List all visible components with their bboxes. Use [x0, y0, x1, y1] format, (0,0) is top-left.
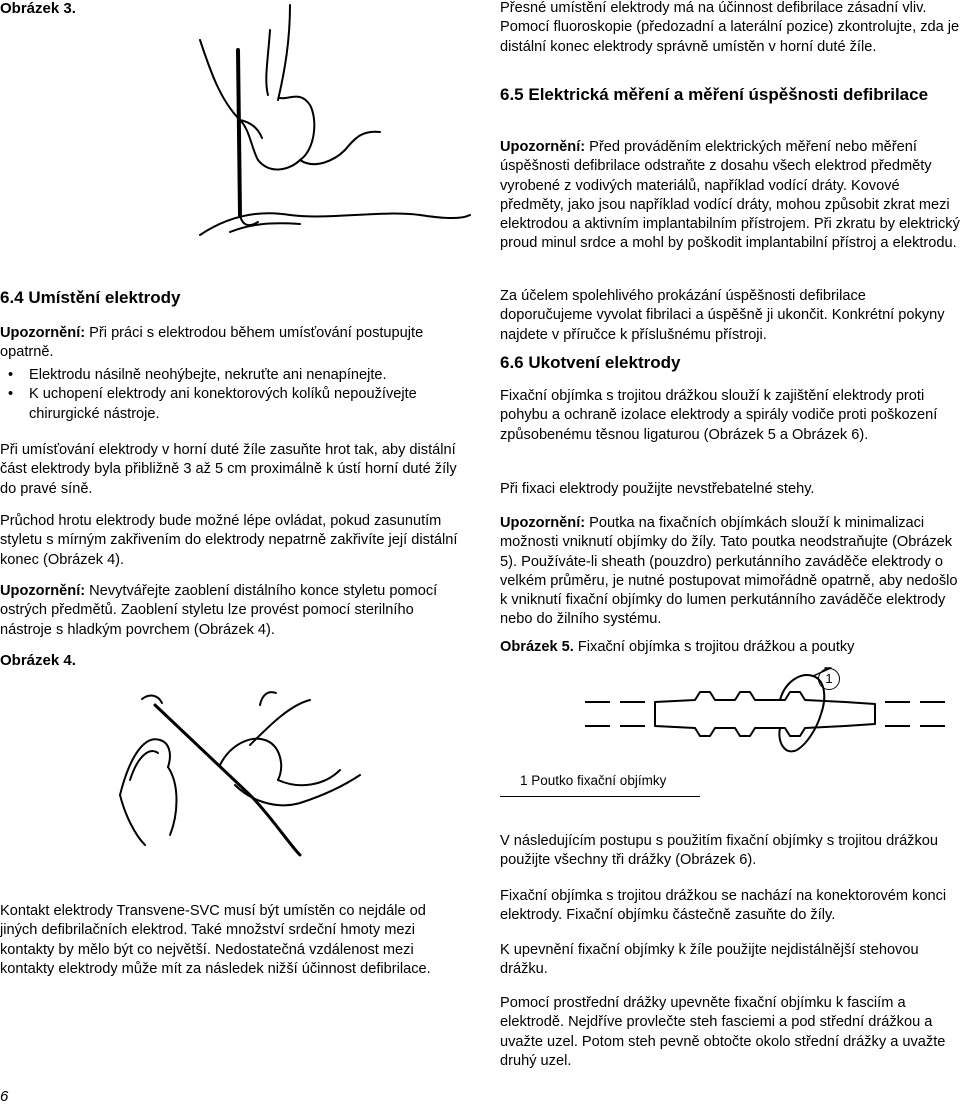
callout-1: 1 [818, 668, 840, 690]
figure-5-caption [500, 638, 960, 657]
caution-text: Poutka na fixačních objímkách slouží k minimalizaci možnosti vniknutí objímky do žíly. Tato poutka neodstraňujte (Obrázek 5). Používáte-li sheath (pouzdro) perkutánního zaváděče elektrody o velkém průměru, je nutné postupovat mimořádně opatrně, aby nedošlo k vniknutí fixační objímky do lumen perkutánního zaváděče elektrody nebo do žilního systému. [500, 515, 958, 628]
section-6-4-caution-2 [0, 582, 460, 640]
paragraph: Pomocí prostřední drážky upevněte fixační objímku k fasciím a elektrodě. Nejdříve provlečte steh fasciemi a pod střední drážkou a uvažte uzel. Potom steh pevně obtočte okolo střední drážky a uvažte druhý uzel. [500, 995, 946, 1069]
section-6-4-caution [0, 324, 460, 363]
figure-3-title: Obrázek 3. [0, 0, 76, 17]
figure-5-legend: 1 Poutko fixační objímky [520, 773, 667, 788]
section-6-6-caution [500, 514, 960, 630]
paragraph: Přesné umístění elektrody má na účinnost defibrilace zásadní vliv. Pomocí fluoroskopie (předozadní a laterální pozice) zkontrolujte, zda je distální konec elektrody správně umístěn v horní duté žíle. [500, 0, 960, 55]
paragraph: K upevnění fixační objímky k žíle použijte nejdistálnější stehovou drážku. [500, 942, 919, 978]
page-number: 6 [0, 1088, 9, 1105]
caution-label: Upozornění: [500, 139, 586, 155]
caution-label: Upozornění: [0, 583, 86, 599]
figure-5-caption-text: Fixační objímka s trojitou drážkou a poutky [573, 639, 855, 655]
paragraph: Při umísťování elektrody v horní duté žíle zasuňte hrot tak, aby distální část elektrody byla přibližně 3 až 5 cm proximálně k ústí horní duté žíly do pravé síně. [0, 442, 457, 497]
caution-label: Upozornění: [500, 515, 586, 531]
section-6-4-bullets [0, 366, 460, 424]
section-6-4-heading: 6.4 Umístění elektrody [0, 288, 181, 307]
caution-text: Nevytvářejte zaoblení distálního konce styletu pomocí ostrých předmětů. Zaoblení styletu lze provést pomocí sterilního nástroje s hladkým povrchem (Obrázek 4). [0, 583, 438, 638]
caution-label: Upozornění: [0, 325, 86, 341]
paragraph: V následujícím postupu s použitím fixační objímky s trojitou drážkou použijte všechny tři drážky (Obrázek 6). [500, 833, 939, 869]
section-6-5-heading: 6.5 Elektrická měření a měření úspěšnosti defibrilace [500, 85, 929, 104]
caution-text: Před prováděním elektrických měření nebo měření úspěšnosti defibrilace odstraňte z dosahu všech elektrod předměty vyrobené z vodivých materiálů, například vodící dráty. Kovové předměty, jako jsou například vodící dráty, mohou způsobit zkrat mezi elektrodou a aktivním implantabilním přístrojem. Při zkratu by elektrický proud minul srdce a mohl by poškodit implantabilní přístroj a elektrodu. [500, 139, 960, 252]
list-item: • K uchopení elektrody ani konektorových kolíků nepoužívejte chirurgické nástroje. [0, 385, 460, 424]
section-6-6-heading: 6.6 Ukotvení elektrody [500, 353, 681, 372]
figure-4-illustration [100, 685, 380, 855]
legend-divider [500, 796, 700, 797]
paragraph: Fixační objímka s trojitou drážkou se nachází na konektorovém konci elektrody. Fixační objímku částečně zasuňte do žíly. [500, 888, 947, 924]
figure-5-illustration [585, 662, 945, 772]
paragraph: Kontakt elektrody Transvene-SVC musí být umístěn co nejdále od jiných defibrilačních elektrod. Také množství srdeční hmoty mezi kontakty by mělo být co největší. Nedostatečná vzdálenost mezi kontakty elektrody může mít za následek nižší účinnost defibrilace. [0, 903, 431, 977]
caution-text: Při práci s elektrodou během umísťování postupujte opatrně. [0, 325, 424, 361]
list-item: • Elektrodu násilně neohýbejte, nekruťte ani nenapínejte. [0, 366, 460, 385]
paragraph: Fixační objímka s trojitou drážkou slouží k zajištění elektrody proti pohybu a ochraně izolace elektrody a spirály vodiče proti poškození způsobenému těsnou ligaturou (Obrázek 5 a Obrázek 6). [500, 388, 938, 443]
figure-3-illustration [140, 10, 460, 250]
figure-4-title: Obrázek 4. [0, 652, 76, 669]
section-6-5-caution [500, 138, 960, 254]
paragraph: Průchod hrotu elektrody bude možné lépe ovládat, pokud zasunutím styletu s mírným zakřivením do elektrody nepatrně zakřivíte její distální konec (Obrázek 4). [0, 513, 458, 568]
paragraph: Při fixaci elektrody použijte nevstřebatelné stehy. [500, 481, 815, 497]
paragraph: Za účelem spolehlivého prokázání úspěšnosti defibrilace doporučujeme vyvolat fibrilaci a úspěšně ji ukončit. Konkrétní pokyny najdete v příručce k příslušnému přístroji. [500, 288, 945, 343]
figure-5-title: Obrázek 5. [500, 639, 574, 655]
